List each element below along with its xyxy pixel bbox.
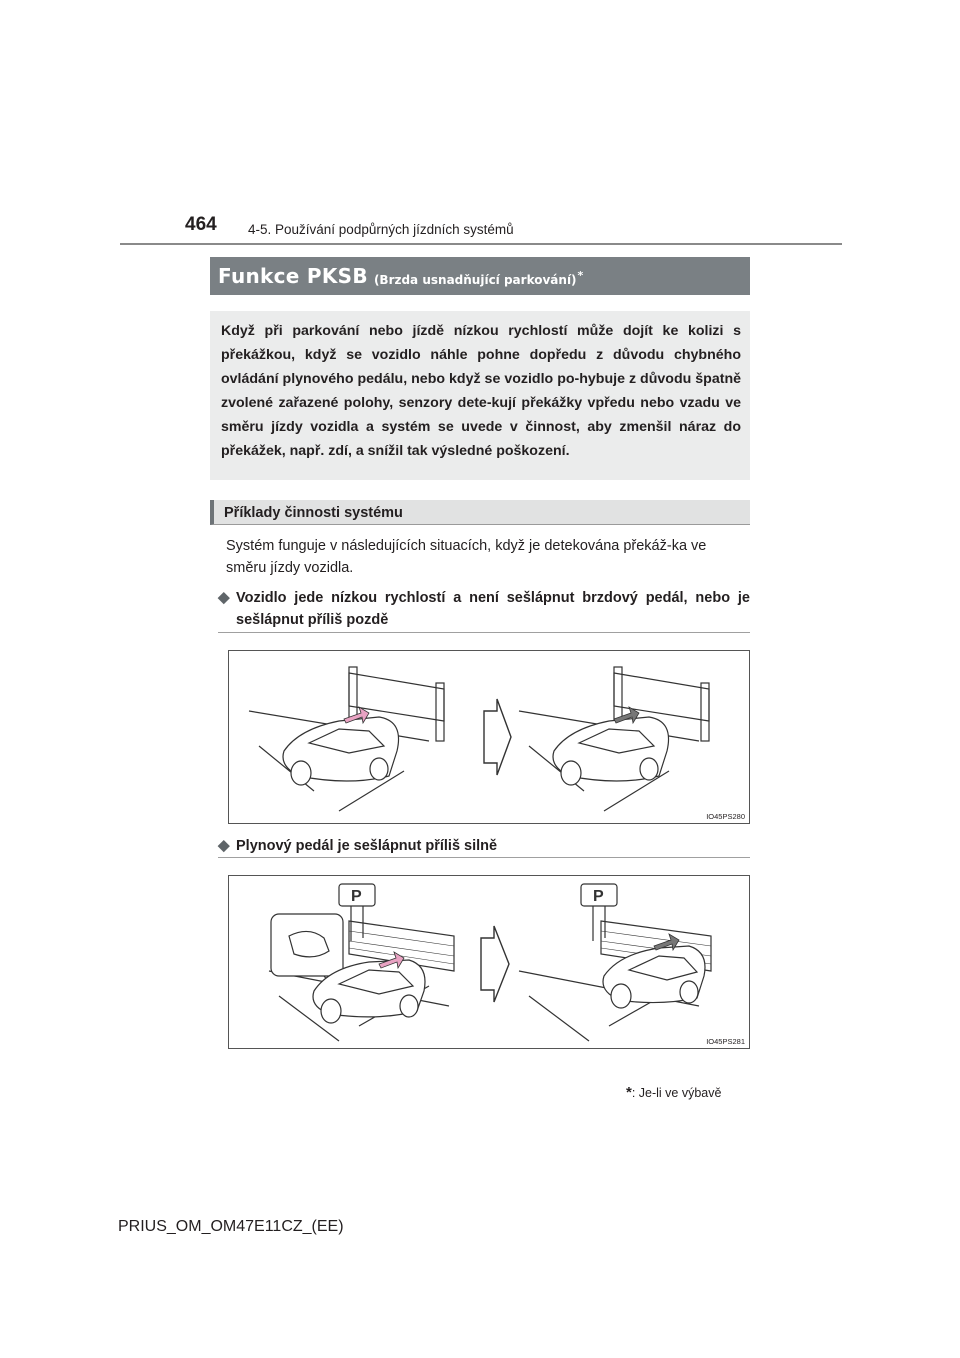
availability-asterisk: * xyxy=(577,269,584,282)
document-code: PRIUS_OM_OM47E11CZ_(EE) xyxy=(118,1218,344,1235)
section-title-bar xyxy=(210,257,750,295)
figure-low-speed-braking xyxy=(228,650,750,824)
header-divider xyxy=(120,243,842,245)
footnote-text: : Je-li ve výbavě xyxy=(631,1086,722,1100)
item-2-divider xyxy=(218,857,750,858)
intro-text: Když při parkování nebo jízdě nízkou rychlostí může dojít ke kolizi s překážkou, když se vozidlo náhle pohne dopředu z důvodu chybného ovládání plynového pedálu, nebo když se vozidlo po-hybuje z důvodu špatně zvolené zařazené polohy, senzory dete-kují překážky vpředu nebo vzadu ve směru jízdy vozidla a systém se uvede v činnost, aby zmenšil náraz do překážek, např. zdí, a snížil tak výsledné poškození. xyxy=(221,323,741,459)
example-item-2 xyxy=(218,835,750,857)
chapter-title: 4-5. Používání podpůrných jízdních systémů xyxy=(248,222,514,237)
figure-code-1: IO45PS280 xyxy=(706,812,745,821)
diamond-icon: ◆ xyxy=(218,837,230,854)
figure-code-2: IO45PS281 xyxy=(706,1037,745,1046)
examples-heading: Příklady činnosti systému xyxy=(210,500,750,525)
example-item-2-text: Plynový pedál je sešlápnut příliš silně xyxy=(236,838,498,854)
figure-accelerator-pressed xyxy=(228,875,750,1049)
svg-text:P: P xyxy=(593,888,604,905)
item-1-divider xyxy=(218,632,750,633)
section-subtitle-text: (Brzda usnadňující parkování) xyxy=(373,273,577,287)
svg-text:P: P xyxy=(351,888,362,905)
footnote xyxy=(626,1084,721,1101)
section-subtitle xyxy=(374,269,583,287)
figure-accelerator-illustration xyxy=(229,876,749,1048)
figure-low-speed-illustration xyxy=(229,651,749,823)
intro-box xyxy=(210,311,750,480)
example-item-1-text: Vozidlo jede nízkou rychlostí a není sešlápnut brzdový pedál, nebo je sešlápnut příliš pozdě xyxy=(236,590,750,628)
page-number: 464 xyxy=(185,214,217,235)
examples-body: Systém funguje v následujících situacích, když je detekována překáž-ka ve směru jízdy vozidla. xyxy=(226,538,707,576)
section-title: Funkce PKSB xyxy=(218,264,368,288)
example-item-1 xyxy=(218,587,750,631)
footnote-asterisk: * xyxy=(626,1084,632,1101)
diamond-icon: ◆ xyxy=(218,589,230,606)
